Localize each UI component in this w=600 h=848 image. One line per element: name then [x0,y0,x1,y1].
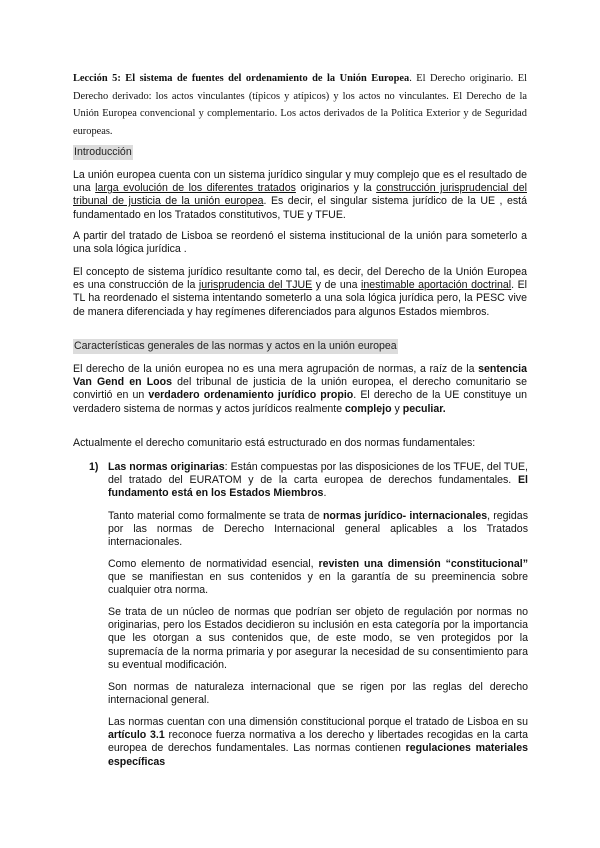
intro-paragraph-2: A partir del tratado de Lisboa se reordenó el sistema institucional de la unión para someterlo a una sola lógica jurídica . [73,230,527,256]
sub-paragraph-4: Son normas de naturaleza internacional que se rigen por las reglas del derecho internacional general. [108,681,528,707]
sub-paragraph-3: Se trata de un núcleo de normas que podrían ser objeto de regulación por normas no originarias, pero los Estados decidieron su inclusión en esta categoría por la importancia que les otorgan a sus contenidos que, de este modo, se ven protegidos por la supremacía de la norma primaria y por asegurar la necesidad de su consentimiento para su eventual modificación. [108,606,528,671]
underline-aportacion: inestimable aportación doctrinal [361,279,512,292]
intro-paragraph-1: La unión europea cuenta con un sistema jurídico singular y muy complejo que es el resultado de una larga evolución de los diferentes tratados originarios y la construcción jurisprudencial del tribunal de justicia de la unión europea. Es decir, el singular sistema jurídico de la UE , está fundamentado en los Tratados constitutivos, TUE y TFUE. [73,169,527,221]
underline-jurisprudencia: jurisprudencia del TJUE [198,279,313,292]
sub-paragraph-5: Las normas cuentan con una dimensión constitucional porque el tratado de Lisboa en su artículo 3.1 reconoce fuerza normativa a los derecho y libertades recogidas en la carta europea de derechos fundamentales. Las normas contienen regulaciones materiales específicas [108,716,528,768]
sub-paragraph-2: Como elemento de normatividad esencial, revisten una dimensión “constitucional” que se manifiestan en sus contenidos y en la garantía de su preeminencia sobre cualquier otra norma. [108,558,528,597]
list-item-normas-originarias: Las normas originarias: Están compuestas por las disposiciones de los TFUE, del TUE, del tratado del EURATOM y de la carta europea de derechos fundamentales. El fundamento está en los Estados Miembros. [108,461,528,500]
sub-paragraph-1: Tanto material como formalmente se trata de normas jurídico- internacionales, regidas por las normas de Derecho Internacional general aplicables a los Tratados internacionales. [108,510,528,549]
intro-paragraph-3: El concepto de sistema jurídico resultante como tal, es decir, del Derecho de la Unión Europea es una construcción de la jurisprudencia del TJUE y de una inestimable aportación doctrinal. El TL ha reordenado el sistema intentando someterlo a una sola lógica jurídica pero, la PESC vive de manera diferenciada y hay regímenes diferenciados para algunos Estados miembros. [73,266,527,318]
lesson-title [73,70,527,140]
underline-evolucion: larga evolución de los diferentes tratados [95,182,296,195]
list-number: 1) [89,461,99,473]
general-paragraph-2: Actualmente el derecho comunitario está estructurado en dos normas fundamentales: [73,437,476,449]
lesson-title-bold: Lección 5: El sistema de fuentes del ordenamiento de la Unión Europea [73,73,410,84]
general-paragraph-1: El derecho de la unión europea no es una mera agrupación de normas, a raíz de la sentencia Van Gend en Loos del tribunal de justicia de la unión europea, el derecho comunitario se convirtió en un verdadero ordenamiento jurídico propio. El derecho de la UE constituye un verdadero sistema de normas y actos jurídicos realmente complejo y peculiar. [73,363,527,415]
section-heading-introduccion: Introducción [74,146,132,158]
section-heading-caracteristicas: Características generales de las normas y actos en la unión europea [74,340,397,352]
lesson-title-rest: . El Derecho originario. El Derecho derivado: los actos vinculantes (típicos y atípicos) y los actos no vinculantes. El Derecho de la Unión Europea convencional y complementario. Los actos derivados de la Política Exterior y de Seguridad europeas. [73,73,528,137]
underline-construccion: construcción jurisprudencial del tribunal de justicia de la unión europea [73,182,527,208]
